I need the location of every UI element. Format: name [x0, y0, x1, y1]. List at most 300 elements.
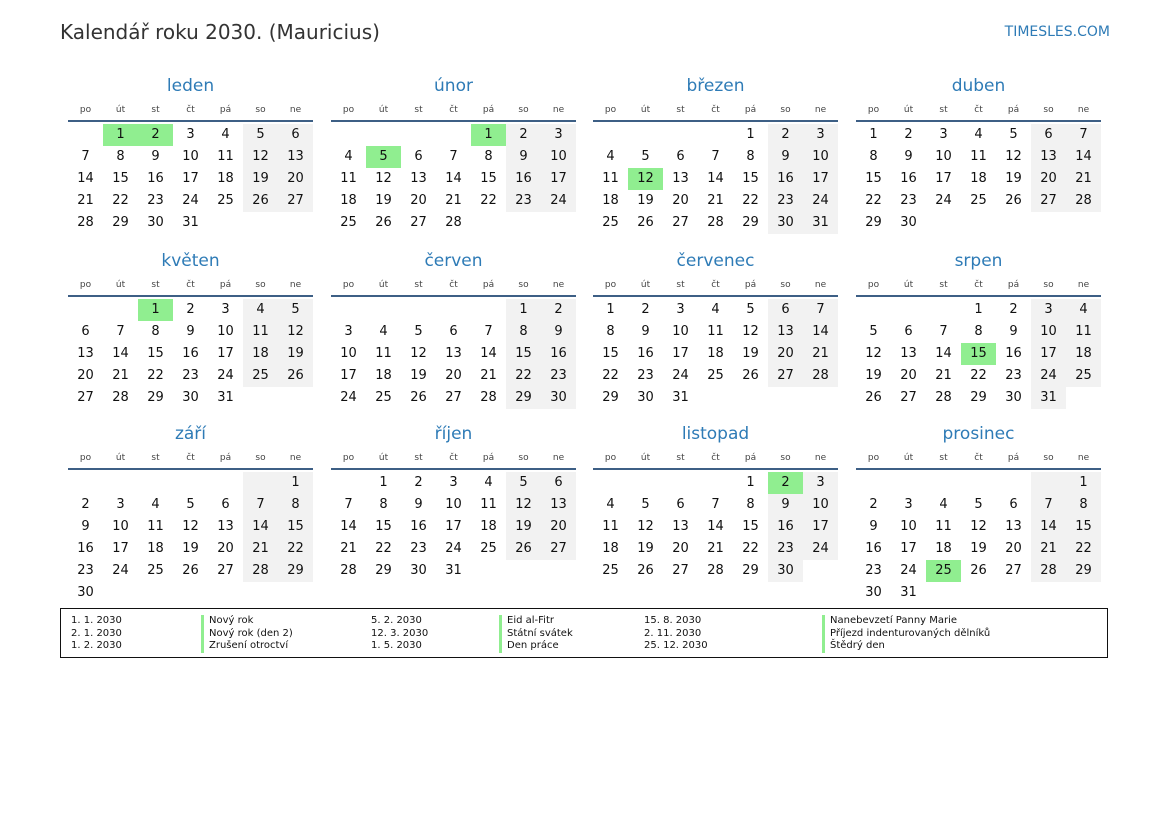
day-cell: 30	[768, 212, 803, 234]
empty-cell	[803, 560, 838, 582]
day-cell: 10	[1031, 321, 1066, 343]
day-cell: 19	[742, 346, 759, 361]
weekday-label: pá	[744, 453, 757, 463]
day-cell: 24	[1031, 365, 1066, 387]
day-cell: 20	[672, 541, 689, 556]
day-cell: 4	[1066, 299, 1101, 321]
day-cell: 10	[182, 149, 199, 164]
weekday-label: út	[115, 280, 126, 290]
empty-cell	[541, 212, 576, 234]
empty-cell	[628, 472, 663, 494]
weekday-header	[331, 451, 576, 465]
day-cell: 9	[81, 519, 90, 534]
day-cell: 2	[869, 497, 878, 512]
weekday-label: čt	[186, 105, 195, 115]
divider	[68, 295, 313, 297]
day-cell: 31	[672, 390, 689, 405]
day-cell: 28	[1066, 190, 1101, 212]
day-cell: 4	[974, 127, 983, 142]
day-cell: 7	[939, 324, 948, 339]
empty-cell	[278, 387, 313, 409]
empty-cell	[208, 212, 243, 234]
legend-date: 2. 11. 2030	[644, 627, 702, 639]
day-cell: 23	[77, 563, 94, 578]
day-cell: 12	[243, 146, 278, 168]
empty-cell	[366, 299, 401, 321]
month-name: leden	[166, 76, 215, 96]
day-cell: 2	[768, 472, 803, 494]
day-cell: 16	[768, 168, 803, 190]
day-cell: 15	[506, 343, 541, 365]
day-cell: 19	[1005, 171, 1022, 186]
day-cell: 5	[869, 324, 878, 339]
day-cell: 19	[506, 516, 541, 538]
day-cell: 9	[768, 494, 803, 516]
day-cell: 17	[217, 346, 234, 361]
day-cell: 5	[186, 497, 195, 512]
day-cell: 26	[1005, 193, 1022, 208]
day-cell: 22	[147, 368, 164, 383]
empty-cell	[103, 582, 138, 604]
weekday-label: ne	[552, 453, 565, 463]
month-name: duben	[951, 76, 1006, 96]
weekday-label: po	[604, 280, 617, 290]
day-cell: 15	[602, 346, 619, 361]
page-title: Kalendář roku 2030. (Mauricius)	[60, 20, 380, 44]
divider	[856, 468, 1101, 470]
day-cell: 24	[803, 190, 838, 212]
day-cell: 28	[803, 365, 838, 387]
day-cell: 23	[506, 190, 541, 212]
empty-cell	[1066, 212, 1101, 234]
site-link[interactable]: TIMESLES.COM	[1004, 24, 1110, 40]
day-cell: 28	[243, 560, 278, 582]
day-cell: 2	[81, 497, 90, 512]
day-cell: 10	[445, 497, 462, 512]
month-name: únor	[434, 76, 473, 96]
empty-cell	[961, 212, 996, 234]
day-cell: 15	[742, 171, 759, 186]
day-cell: 3	[803, 124, 838, 146]
empty-cell	[506, 212, 541, 234]
day-cell: 21	[1066, 168, 1101, 190]
day-cell: 27	[672, 563, 689, 578]
weekday-label: pá	[744, 105, 757, 115]
day-cell: 25	[217, 193, 234, 208]
day-cell: 20	[445, 368, 462, 383]
day-cell: 14	[243, 516, 278, 538]
day-cell: 26	[506, 538, 541, 560]
weekday-label: út	[903, 453, 914, 463]
day-cell: 21	[112, 368, 129, 383]
day-cell: 26	[742, 368, 759, 383]
day-cell: 15	[278, 516, 313, 538]
day-cell: 7	[116, 324, 125, 339]
empty-cell	[243, 387, 278, 409]
empty-cell	[331, 124, 366, 146]
day-cell: 17	[900, 541, 917, 556]
day-grid	[856, 472, 1101, 604]
weekday-label: st	[939, 453, 948, 463]
day-cell: 7	[1031, 494, 1066, 516]
weekday-label: po	[342, 453, 355, 463]
day-cell: 25	[340, 215, 357, 230]
day-cell: 10	[217, 324, 234, 339]
weekday-label: čt	[974, 280, 983, 290]
day-cell: 25	[602, 215, 619, 230]
day-cell: 31	[1031, 387, 1066, 409]
empty-cell	[961, 472, 996, 494]
day-cell: 11	[935, 519, 952, 534]
month-name: září	[174, 424, 207, 444]
weekday-label: so	[780, 280, 791, 290]
day-cell: 31	[217, 390, 234, 405]
day-cell: 13	[541, 494, 576, 516]
month-červen	[331, 249, 576, 409]
day-cell: 19	[243, 168, 278, 190]
day-cell: 5	[1009, 127, 1018, 142]
weekday-label: ne	[814, 280, 827, 290]
weekday-label: so	[780, 453, 791, 463]
day-cell: 22	[506, 365, 541, 387]
day-cell: 5	[243, 124, 278, 146]
day-cell: 11	[1066, 321, 1101, 343]
day-cell: 8	[974, 324, 983, 339]
day-cell: 10	[112, 519, 129, 534]
day-cell: 17	[445, 519, 462, 534]
day-cell: 7	[81, 149, 90, 164]
legend-date: 15. 8. 2030	[644, 615, 702, 626]
day-cell: 18	[217, 171, 234, 186]
empty-cell	[961, 582, 996, 604]
day-cell: 26	[637, 563, 654, 578]
weekday-label: po	[604, 105, 617, 115]
empty-cell	[436, 124, 471, 146]
day-cell: 2	[768, 124, 803, 146]
day-cell: 28	[445, 215, 462, 230]
day-cell: 6	[1009, 497, 1018, 512]
day-cell: 13	[217, 519, 234, 534]
day-cell: 22	[865, 193, 882, 208]
empty-cell	[541, 560, 576, 582]
day-cell: 16	[865, 541, 882, 556]
day-cell: 28	[480, 390, 497, 405]
weekday-header	[68, 103, 313, 117]
day-cell: 26	[278, 365, 313, 387]
day-cell: 14	[112, 346, 129, 361]
day-cell: 23	[182, 368, 199, 383]
empty-cell	[996, 582, 1031, 604]
day-cell: 3	[221, 302, 230, 317]
day-cell: 14	[1031, 516, 1066, 538]
weekday-header	[68, 451, 313, 465]
day-cell: 29	[970, 390, 987, 405]
weekday-label: čt	[449, 105, 458, 115]
empty-cell	[733, 387, 768, 409]
day-cell: 14	[480, 346, 497, 361]
day-cell: 30	[637, 390, 654, 405]
day-cell: 20	[768, 343, 803, 365]
empty-cell	[208, 582, 243, 604]
day-cell: 4	[606, 497, 615, 512]
day-cell: 2	[641, 302, 650, 317]
empty-cell	[208, 472, 243, 494]
weekday-label: so	[1043, 453, 1054, 463]
day-cell: 9	[151, 149, 160, 164]
day-cell: 3	[116, 497, 125, 512]
day-cell: 2	[1009, 302, 1018, 317]
day-cell: 24	[340, 390, 357, 405]
weekday-label: čt	[186, 453, 195, 463]
empty-cell	[926, 582, 961, 604]
day-cell: 21	[340, 541, 357, 556]
month-duben	[856, 74, 1101, 234]
day-cell: 17	[803, 168, 838, 190]
day-cell: 17	[1031, 343, 1066, 365]
weekday-label: út	[115, 453, 126, 463]
day-cell: 9	[414, 497, 423, 512]
day-cell: 20	[672, 193, 689, 208]
day-cell: 14	[707, 171, 724, 186]
weekday-label: st	[414, 105, 423, 115]
day-cell: 4	[606, 149, 615, 164]
weekday-header	[68, 278, 313, 292]
weekday-label: po	[342, 105, 355, 115]
day-cell: 19	[278, 343, 313, 365]
day-cell: 12	[410, 346, 427, 361]
empty-cell	[68, 124, 103, 146]
day-cell: 21	[1031, 538, 1066, 560]
weekday-label: so	[1043, 280, 1054, 290]
day-cell: 3	[676, 302, 685, 317]
month-únor	[331, 74, 576, 234]
day-cell: 16	[541, 343, 576, 365]
day-cell: 22	[112, 193, 129, 208]
weekday-label: čt	[711, 453, 720, 463]
day-cell: 11	[147, 519, 164, 534]
empty-cell	[1066, 582, 1101, 604]
day-cell: 7	[243, 494, 278, 516]
day-cell: 18	[243, 343, 278, 365]
day-cell: 21	[935, 368, 952, 383]
day-cell: 24	[900, 563, 917, 578]
weekday-label: pá	[482, 453, 495, 463]
weekday-label: ne	[814, 105, 827, 115]
day-cell: 1	[606, 302, 615, 317]
day-cell: 25	[970, 193, 987, 208]
day-cell: 14	[935, 346, 952, 361]
day-cell: 17	[541, 168, 576, 190]
month-květen	[68, 249, 313, 409]
weekday-label: čt	[974, 453, 983, 463]
weekday-label: st	[151, 105, 160, 115]
weekday-label: so	[1043, 105, 1054, 115]
day-cell: 22	[742, 193, 759, 208]
day-cell: 24	[182, 193, 199, 208]
day-cell: 18	[935, 541, 952, 556]
day-cell: 6	[904, 324, 913, 339]
day-cell: 28	[707, 215, 724, 230]
day-cell: 14	[1066, 146, 1101, 168]
day-cell: 4	[151, 497, 160, 512]
day-cell: 14	[707, 519, 724, 534]
empty-cell	[926, 472, 961, 494]
weekday-label: po	[867, 453, 880, 463]
day-cell: 9	[541, 321, 576, 343]
legend-date: 1. 1. 2030	[71, 615, 122, 626]
weekday-label: ne	[552, 105, 565, 115]
day-cell: 21	[707, 193, 724, 208]
weekday-label: čt	[449, 280, 458, 290]
day-cell: 28	[707, 563, 724, 578]
weekday-label: út	[640, 280, 651, 290]
day-cell: 29	[865, 215, 882, 230]
day-cell: 1	[746, 475, 755, 490]
day-cell: 12	[278, 321, 313, 343]
day-cell: 1	[506, 299, 541, 321]
legend-date: 25. 12. 2030	[644, 640, 708, 651]
month-listopad	[593, 422, 838, 582]
day-cell: 5	[641, 149, 650, 164]
day-cell: 11	[970, 149, 987, 164]
day-cell: 24	[672, 368, 689, 383]
day-cell: 3	[541, 124, 576, 146]
month-prosinec	[856, 422, 1101, 604]
day-cell: 19	[410, 368, 427, 383]
empty-cell	[366, 124, 401, 146]
day-cell: 11	[243, 321, 278, 343]
divider	[331, 120, 576, 122]
empty-cell	[663, 472, 698, 494]
day-cell: 15	[480, 171, 497, 186]
day-cell: 29	[1066, 560, 1101, 582]
day-cell: 30	[182, 390, 199, 405]
day-cell: 27	[1031, 190, 1066, 212]
day-cell: 3	[1031, 299, 1066, 321]
day-cell: 18	[970, 171, 987, 186]
day-cell: 14	[340, 519, 357, 534]
day-cell: 2	[414, 475, 423, 490]
empty-cell	[698, 124, 733, 146]
divider	[856, 120, 1101, 122]
day-cell: 2	[506, 124, 541, 146]
day-cell: 1	[138, 299, 173, 321]
day-cell: 3	[803, 472, 838, 494]
day-cell: 31	[803, 212, 838, 234]
day-cell: 15	[147, 346, 164, 361]
day-cell: 1	[869, 127, 878, 142]
day-cell: 14	[445, 171, 462, 186]
weekday-label: út	[640, 105, 651, 115]
day-cell: 17	[340, 368, 357, 383]
day-cell: 6	[414, 149, 423, 164]
empty-cell	[1031, 582, 1066, 604]
month-name: květen	[161, 251, 220, 271]
day-cell: 17	[935, 171, 952, 186]
empty-cell	[698, 387, 733, 409]
day-cell: 20	[1005, 541, 1022, 556]
day-cell: 27	[672, 215, 689, 230]
day-grid	[68, 472, 313, 604]
weekday-label: ne	[814, 453, 827, 463]
day-cell: 21	[480, 368, 497, 383]
empty-cell	[856, 299, 891, 321]
day-cell: 12	[742, 324, 759, 339]
day-cell: 18	[375, 368, 392, 383]
day-cell: 21	[445, 193, 462, 208]
empty-cell	[926, 212, 961, 234]
day-grid	[331, 299, 576, 409]
day-cell: 24	[803, 538, 838, 560]
day-cell: 16	[410, 519, 427, 534]
day-cell: 12	[375, 171, 392, 186]
day-cell: 16	[77, 541, 94, 556]
day-cell: 27	[77, 390, 94, 405]
empty-cell	[401, 124, 436, 146]
day-cell: 25	[1066, 365, 1101, 387]
legend-date: 1. 2. 2030	[71, 640, 122, 651]
day-cell: 11	[602, 171, 619, 186]
legend-date: 1. 5. 2030	[371, 640, 422, 651]
day-cell: 18	[602, 193, 619, 208]
day-cell: 13	[1031, 146, 1066, 168]
day-cell: 22	[970, 368, 987, 383]
day-cell: 31	[445, 563, 462, 578]
day-cell: 10	[672, 324, 689, 339]
empty-cell	[891, 472, 926, 494]
weekday-label: po	[867, 105, 880, 115]
day-cell: 6	[768, 299, 803, 321]
day-cell: 9	[1009, 324, 1018, 339]
day-cell: 5	[414, 324, 423, 339]
day-cell: 15	[865, 171, 882, 186]
legend-date: 2. 1. 2030	[71, 627, 122, 639]
day-cell: 29	[742, 215, 759, 230]
day-cell: 31	[900, 585, 917, 600]
day-cell: 18	[147, 541, 164, 556]
day-cell: 21	[77, 193, 94, 208]
day-grid	[593, 124, 838, 234]
weekday-label: so	[518, 280, 529, 290]
day-cell: 27	[1005, 563, 1022, 578]
day-cell: 8	[1066, 494, 1101, 516]
day-cell: 8	[606, 324, 615, 339]
day-cell: 28	[112, 390, 129, 405]
holiday-legend	[60, 608, 1108, 658]
day-cell: 6	[449, 324, 458, 339]
day-cell: 21	[803, 343, 838, 365]
weekday-label: čt	[711, 280, 720, 290]
month-name: říjen	[434, 424, 473, 444]
empty-cell	[593, 124, 628, 146]
weekday-label: pá	[482, 280, 495, 290]
empty-cell	[243, 212, 278, 234]
legend-date: 5. 2. 2030	[371, 615, 422, 626]
divider	[593, 468, 838, 470]
day-cell: 19	[375, 193, 392, 208]
day-cell: 4	[379, 324, 388, 339]
day-cell: 11	[480, 497, 497, 512]
day-cell: 7	[449, 149, 458, 164]
legend-holiday-name: Nový rok (den 2)	[201, 628, 293, 641]
weekday-label: ne	[1077, 453, 1090, 463]
day-cell: 26	[410, 390, 427, 405]
day-cell: 4	[939, 497, 948, 512]
day-cell: 20	[278, 168, 313, 190]
day-cell: 22	[375, 541, 392, 556]
empty-cell	[506, 560, 541, 582]
empty-cell	[856, 472, 891, 494]
